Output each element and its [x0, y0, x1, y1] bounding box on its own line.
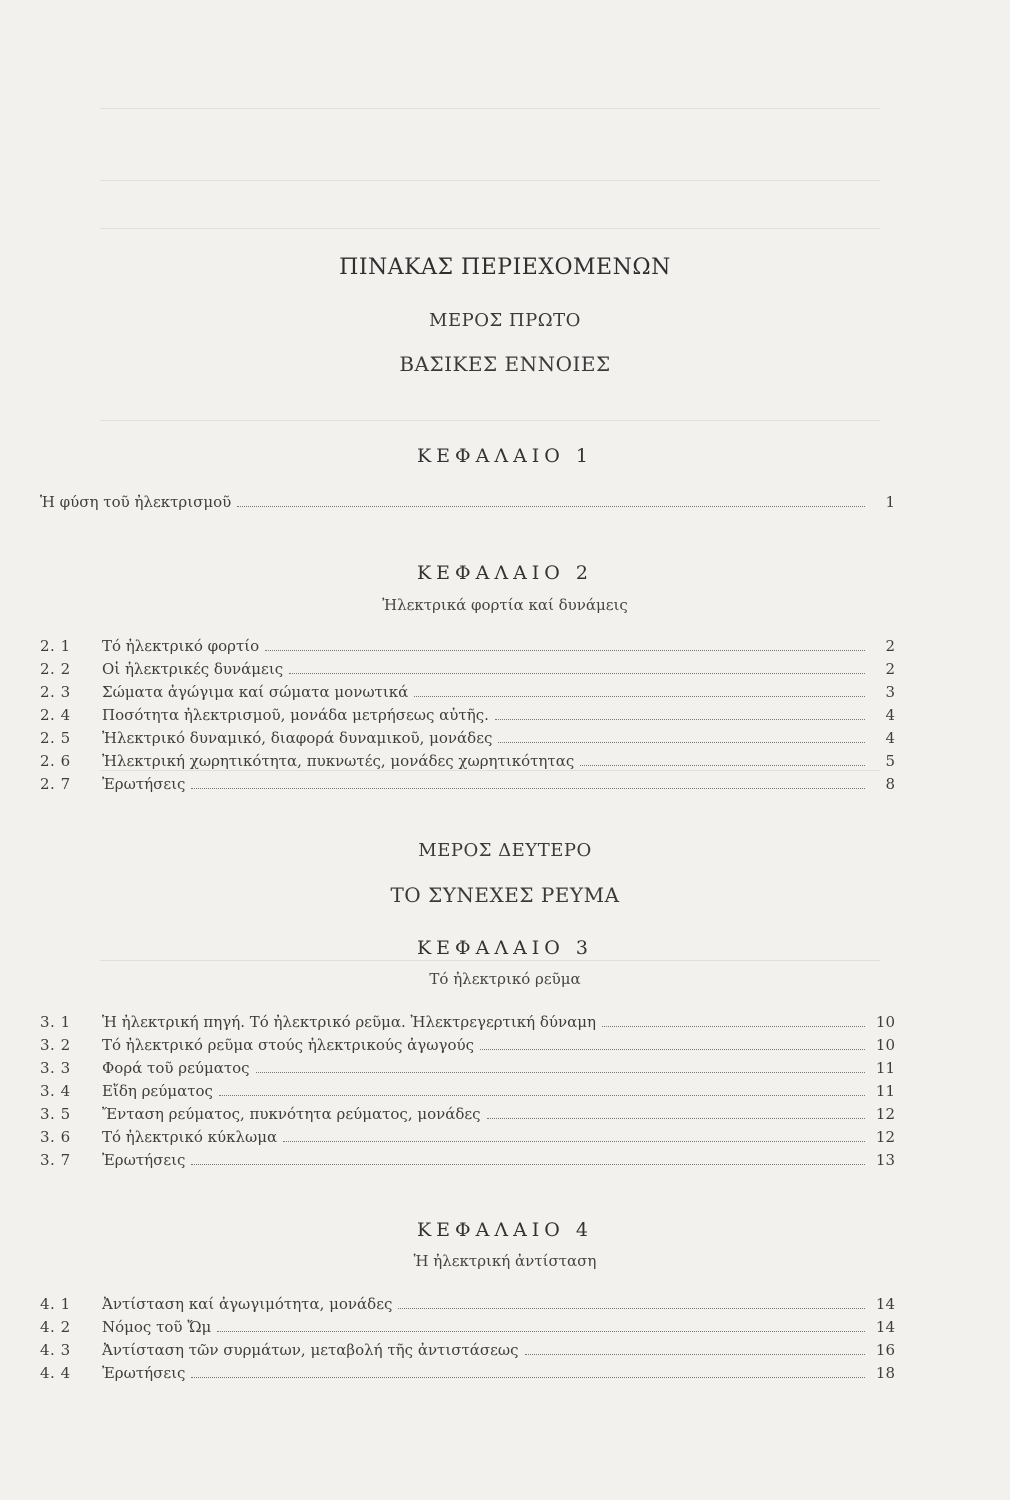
toc-entry[interactable] [40, 775, 895, 797]
toc-entry[interactable] [40, 706, 895, 728]
entry-page: 2 [885, 637, 895, 655]
dot-leader [265, 650, 865, 651]
entry-title: Ἔνταση ρεύματος, πυκνότητα ρεύματος, μονάδες [102, 1105, 481, 1123]
page-title: ΠΙΝΑΚΑΣ ΠΕΡΙΕΧΟΜΕΝΩΝ [339, 255, 671, 280]
toc-entry[interactable] [40, 637, 895, 659]
bleed-through-line [100, 108, 880, 109]
part-one-title: ΒΑΣΙΚΕΣ ΕΝΝΟΙΕΣ [399, 352, 611, 376]
entry-title: Τό ἠλεκτρικό ρεῦμα στούς ἠλεκτρικούς ἀγωγούς [102, 1036, 474, 1054]
entry-number: 2. 1 [40, 637, 71, 655]
dot-leader [283, 1141, 865, 1142]
dot-leader [191, 788, 865, 789]
entry-page: 4 [885, 706, 895, 724]
chapter-2-heading: ΚΕΦΑΛΑΙΟ 2 [416, 562, 593, 584]
entry-number: 3. 3 [40, 1059, 71, 1077]
dot-leader [191, 1377, 865, 1378]
entry-page: 8 [885, 775, 895, 793]
entry-title: Ἐρωτήσεις [102, 1151, 186, 1169]
dot-leader [256, 1072, 865, 1073]
entry-title: Τό ἠλεκτρικό φορτίο [102, 637, 260, 655]
entry-title: Ἀντίσταση καί ἀγωγιμότητα, μονάδες [102, 1295, 393, 1313]
entry-number: 3. 5 [40, 1105, 71, 1123]
bleed-through-line [100, 180, 880, 181]
toc-entry[interactable] [40, 1318, 895, 1340]
entry-title: Τό ἠλεκτρικό κύκλωμα [102, 1128, 278, 1146]
toc-entry[interactable] [40, 1128, 895, 1150]
entry-title: Ποσότητα ἠλεκτρισμοῦ, μονάδα μετρήσεως αὐτῆς. [102, 706, 489, 724]
toc-entry[interactable] [40, 1341, 895, 1363]
entry-number: 3. 4 [40, 1082, 71, 1100]
entry-page: 11 [875, 1082, 895, 1100]
dot-leader [487, 1118, 865, 1119]
entry-page: 4 [885, 729, 895, 747]
entry-page: 12 [875, 1105, 895, 1123]
entry-page: 10 [875, 1013, 895, 1031]
entry-title: Ἀντίσταση τῶν συρμάτων, μεταβολή τῆς ἀντιστάσεως [102, 1341, 519, 1359]
entry-number: 2. 6 [40, 752, 71, 770]
dot-leader [480, 1049, 865, 1050]
entry-number: 3. 6 [40, 1128, 71, 1146]
entry-page: 10 [875, 1036, 895, 1054]
chapter-2-subtitle: Ἠλεκτρικά φορτία καί δυνάμεις [382, 596, 628, 614]
toc-entry[interactable] [40, 493, 895, 515]
entry-title: Εἴδη ρεύματος [102, 1082, 213, 1100]
toc-entry[interactable] [40, 1082, 895, 1104]
entry-number: 3. 7 [40, 1151, 71, 1169]
dot-leader [289, 673, 865, 674]
chapter-4-subtitle: Ἡ ἠλεκτρική ἀντίσταση [413, 1252, 597, 1270]
toc-entry[interactable] [40, 683, 895, 705]
entry-title: Ἡ ἠλεκτρική πηγή. Τό ἠλεκτρικό ρεῦμα. Ἠλεκτρεγερτική δύναμη [102, 1013, 596, 1031]
entry-number: 4. 1 [40, 1295, 71, 1313]
entry-number: 4. 2 [40, 1318, 71, 1336]
bleed-through-line [100, 960, 880, 961]
dot-leader [217, 1331, 865, 1332]
entry-title: Ἡ φύση τοῦ ἠλεκτρισμοῦ [40, 493, 232, 511]
entry-title: Φορά τοῦ ρεύματος [102, 1059, 250, 1077]
chapter-3-subtitle: Τό ἠλεκτρικό ρεῦμα [429, 970, 581, 988]
entry-page: 13 [875, 1151, 895, 1169]
entry-title: Νόμος τοῦ Ὤμ [102, 1318, 212, 1336]
dot-leader [398, 1308, 865, 1309]
entry-number: 3. 2 [40, 1036, 71, 1054]
toc-entry[interactable] [40, 1364, 895, 1386]
dot-leader [237, 506, 865, 507]
toc-entry[interactable] [40, 1151, 895, 1173]
dot-leader [495, 719, 865, 720]
dot-leader [191, 1164, 865, 1165]
toc-entry[interactable] [40, 1105, 895, 1127]
entry-page: 14 [875, 1318, 895, 1336]
entry-number: 4. 3 [40, 1341, 71, 1359]
entry-number: 2. 7 [40, 775, 71, 793]
entry-title: Σώματα ἀγώγιμα καί σώματα μονωτικά [102, 683, 409, 701]
dot-leader [525, 1354, 865, 1355]
entry-page: 16 [875, 1341, 895, 1359]
entry-number: 3. 1 [40, 1013, 71, 1031]
toc-entry[interactable] [40, 1013, 895, 1035]
entry-page: 11 [875, 1059, 895, 1077]
part-one-label: ΜΕΡΟΣ ΠΡΩΤΟ [429, 310, 581, 331]
entry-page: 5 [885, 752, 895, 770]
entry-title: Ἠλεκτρική χωρητικότητα, πυκνωτές, μονάδες χωρητικότητας [102, 752, 575, 770]
bleed-through-line [100, 420, 880, 421]
toc-entry[interactable] [40, 1059, 895, 1081]
dot-leader [580, 765, 865, 766]
dot-leader [219, 1095, 865, 1096]
dot-leader [498, 742, 865, 743]
toc-entry[interactable] [40, 752, 895, 774]
entry-page: 18 [875, 1364, 895, 1382]
entry-number: 2. 2 [40, 660, 71, 678]
entry-number: 2. 3 [40, 683, 71, 701]
toc-entry[interactable] [40, 1295, 895, 1317]
entry-page: 1 [885, 493, 895, 511]
entry-number: 2. 4 [40, 706, 71, 724]
bleed-through-line [100, 228, 880, 229]
chapter-1-heading: ΚΕΦΑΛΑΙΟ 1 [416, 445, 593, 467]
toc-entry[interactable] [40, 729, 895, 751]
entry-title: Ἐρωτήσεις [102, 775, 186, 793]
entry-page: 12 [875, 1128, 895, 1146]
toc-entry[interactable] [40, 1036, 895, 1058]
toc-entry[interactable] [40, 660, 895, 682]
part-two-title: ΤΟ ΣΥΝΕΧΕΣ ΡΕΥΜΑ [390, 883, 620, 907]
dot-leader [414, 696, 865, 697]
entry-title: Ἠλεκτρικό δυναμικό, διαφορά δυναμικοῦ, μονάδες [102, 729, 493, 747]
entry-title: Ἐρωτήσεις [102, 1364, 186, 1382]
dot-leader [602, 1026, 865, 1027]
entry-number: 4. 4 [40, 1364, 71, 1382]
entry-page: 14 [875, 1295, 895, 1313]
part-two-label: ΜΕΡΟΣ ΔΕΥΤΕΡΟ [418, 840, 592, 861]
entry-page: 3 [885, 683, 895, 701]
entry-number: 2. 5 [40, 729, 71, 747]
entry-title: Οἱ ἠλεκτρικές δυνάμεις [102, 660, 284, 678]
chapter-4-heading: ΚΕΦΑΛΑΙΟ 4 [416, 1219, 593, 1241]
entry-page: 2 [885, 660, 895, 678]
chapter-3-heading: ΚΕΦΑΛΑΙΟ 3 [416, 937, 593, 959]
